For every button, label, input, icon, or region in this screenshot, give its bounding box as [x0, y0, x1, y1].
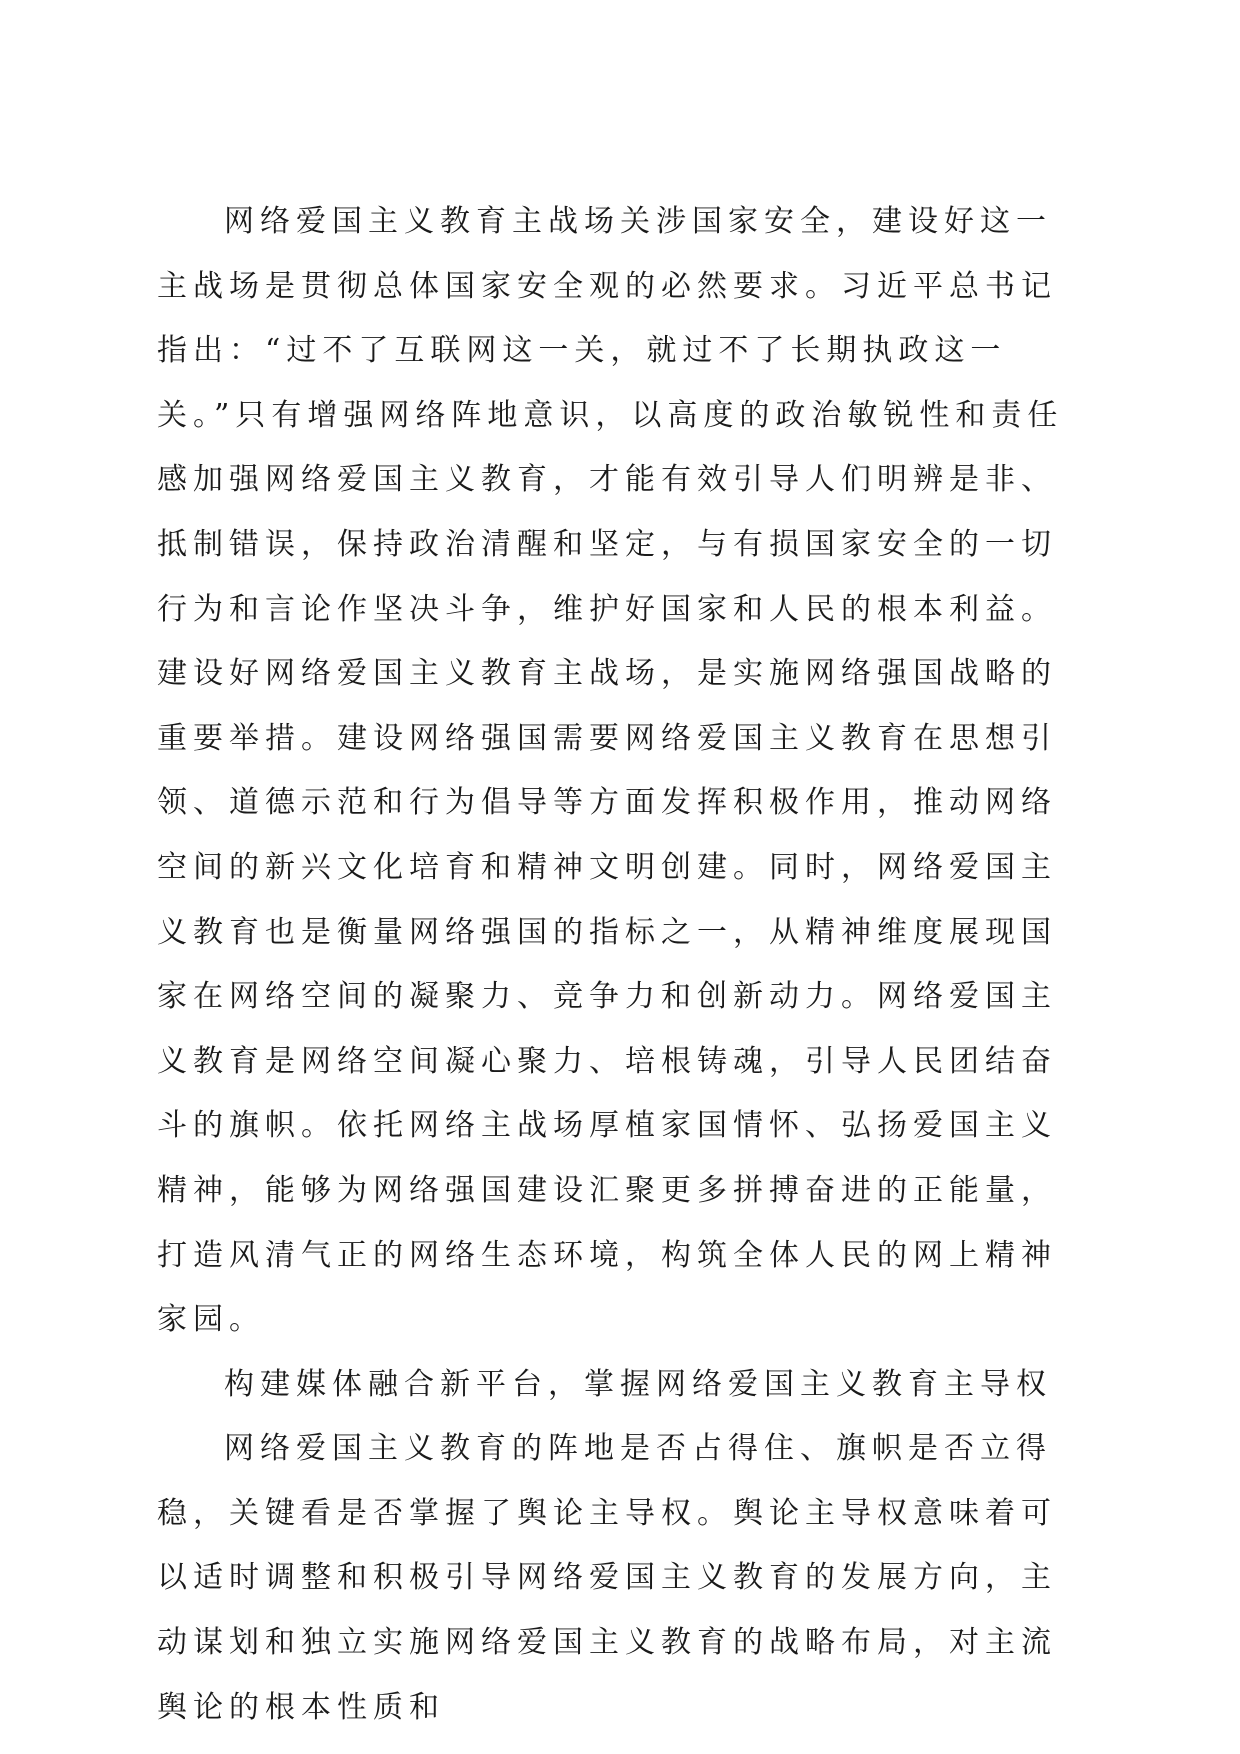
body-paragraph: 网络爱国主义教育主战场关涉国家安全，建设好这一主战场是贯彻总体国家安全观的必然要求。习近平总书记指出：“过不了互联网这一关，就过不了长期执政这一关。”只有增强网络阵地意识，以高度的政治敏锐性和责任感加强网络爱国主义教育，才能有效引导人们明辨是非、抵制错误，保持政治清醒和坚定，与有损国家安全的一切行为和言论作坚决斗争，维护好国家和人民的根本利益。建设好网络爱国主义教育主战场，是实施网络强国战略的重要举措。建设网络强国需要网络爱国主义教育在思想引领、道德示范和行为倡导等方面发挥积极作用，推动网络空间的新兴文化培育和精神文明创建。同时，网络爱国主义教育也是衡量网络强国的指标之一，从精神维度展现国家在网络空间的凝聚力、竞争力和创新动力。网络爱国主义教育是网络空间凝心聚力、培根铸魂，引导人民团结奋斗的旗帜。依托网络主战场厚植家国情怀、弘扬爱国主义精神，能够为网络强国建设汇聚更多拼搏奋进的正能量，打造风清气正的网络生态环境，构筑全体人民的网上精神家园。: [157, 204, 1064, 1338]
document-body: [157, 190, 1087, 1740]
section-heading: 构建媒体融合新平台，掌握网络爱国主义教育主导权: [224, 1366, 1052, 1402]
section-paragraph: 网络爱国主义教育的阵地是否占得住、旗帜是否立得稳，关键看是否掌握了舆论主导权。舆论主导权意味着可以适时调整和积极引导网络爱国主义教育的发展方向，主动谋划和独立实施网络爱国主义教育的战略布局，对主流舆论的根本性质和: [157, 1431, 1057, 1725]
